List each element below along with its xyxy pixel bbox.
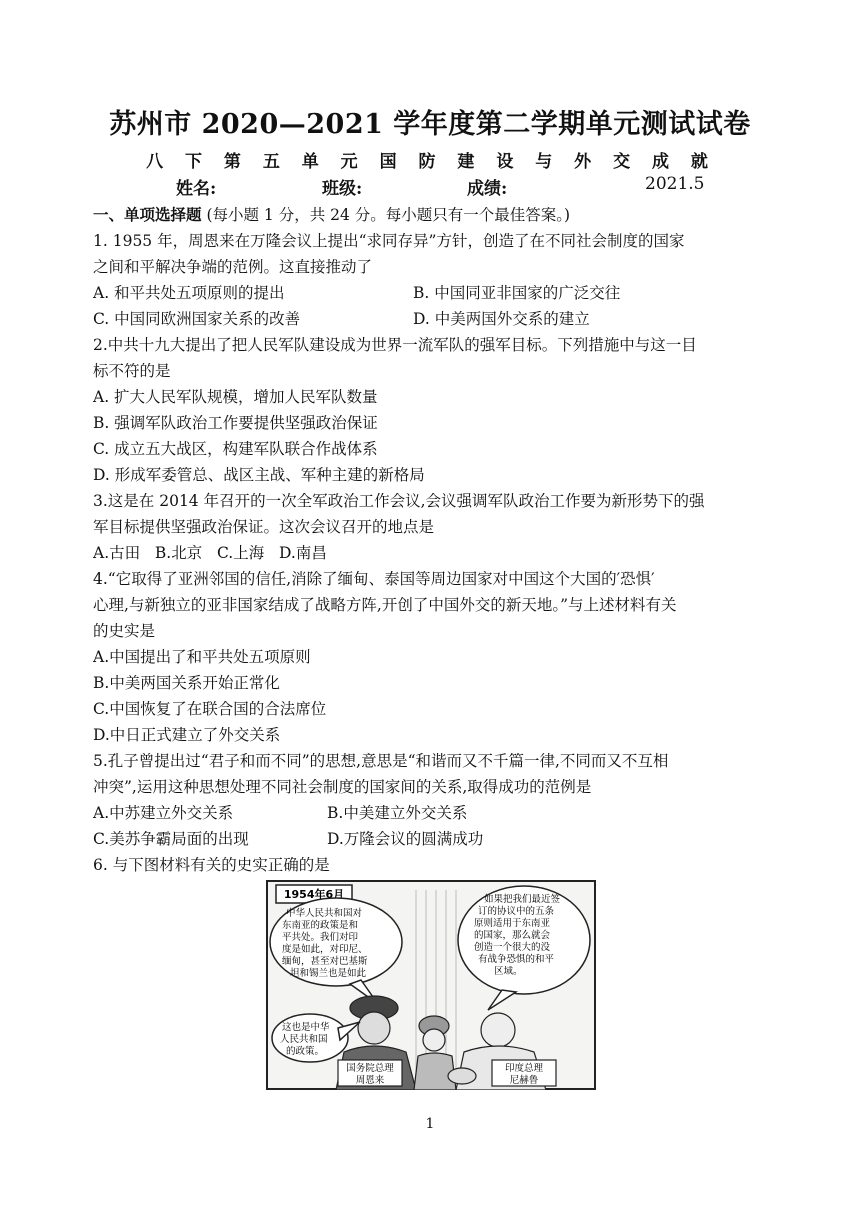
section-heading <box>93 202 773 228</box>
section-instruction: (每小题 1 分，共 24 分。每小题只有一个最佳答案。) <box>201 206 571 224</box>
q2-stem-line1: 2.中共十九大提出了把人民军队建设成为世界一流军队的强军目标。下列措施中与这一目 <box>93 336 697 354</box>
page-title: 苏州市 2020—2021 学年度第二学期单元测试试卷 <box>109 109 751 140</box>
caption-left-line: 周恩来 <box>355 1075 385 1086</box>
q4-stem-line3: 的史实是 <box>93 622 156 640</box>
q5-option-d: D.万隆会议的圆满成功 <box>327 830 484 848</box>
right-bubble-line: 如果把我们最近签 <box>484 894 561 905</box>
q4-option-c: C.中国恢复了在联合国的合法席位 <box>93 700 327 718</box>
q3-options: A.古田 B.北京 C.上海 D.南昌 <box>93 544 327 562</box>
right-bubble-line: 区域。 <box>494 966 523 977</box>
right-bubble-text <box>474 893 561 977</box>
class-label: 班级: <box>322 179 363 199</box>
q5-stem-line2: 冲突”,运用这种思想处理不同社会制度的国家间的关系,取得成功的范例是 <box>93 778 592 796</box>
right-bubble-line: 创造一个很大的没 <box>474 942 551 953</box>
q1-stem-line2: 之间和平解决争端的范例。这直接推动了 <box>93 258 373 276</box>
bottom-bubble-line: 这也是中华 <box>282 1022 330 1033</box>
q1-option-d: D. 中美两国外交系的建立 <box>413 310 590 328</box>
right-bubble-line: 有战争恐惧的和平 <box>478 954 555 965</box>
question-list <box>93 202 773 878</box>
bottom-bubble-line: 的政策。 <box>286 1046 325 1057</box>
q3-stem-line1: 3.这是在 2014 年召开的一次全军政治工作会议,会议强调军队政治工作要为新形势下的强 <box>93 492 705 510</box>
page-number: 1 <box>425 1116 435 1132</box>
q5-option-b: B.中美建立外交关系 <box>327 804 468 822</box>
caption-left-line: 国务院总理 <box>346 1063 394 1074</box>
score-label: 成绩: <box>467 179 508 199</box>
left-bubble-line: 坦和锡兰也是如此 <box>290 968 367 979</box>
left-bubble-line: 平共处。我们对印 <box>282 932 359 943</box>
right-bubble-line: 的国家，那么就会 <box>474 930 551 941</box>
q2-option-d: D. 形成军委管总、战区主战、军种主建的新格局 <box>93 466 425 484</box>
cartoon-figure <box>266 880 596 1090</box>
q1-stem-line1: 1. 1955 年，周恩来在万隆会议上提出“求同存异”方针，创造了在不同社会制度的国家 <box>93 232 685 250</box>
q5-option-c: C.美苏争霸局面的出现 <box>93 830 249 848</box>
bottom-bubble-line: 人民共和国 <box>280 1034 328 1045</box>
q4-option-b: B.中美两国关系开始正常化 <box>93 674 280 692</box>
left-bubble-line: 东南亚的政策是和 <box>282 920 359 931</box>
q4-stem-line1: 4.“它取得了亚洲邻国的信任,消除了缅甸、泰国等周边国家对中国这个大国的′恐惧′ <box>93 570 655 588</box>
q3-stem-line2: 军目标提供坚强政治保证。这次会议召开的地点是 <box>93 518 435 536</box>
q5-options-row1 <box>93 800 773 826</box>
q4-stem-line2: 心理,与新独立的亚非国家结成了战略方阵,开创了中国外交的新天地。”与上述材料有关 <box>93 596 677 614</box>
q6-stem-line1: 6. 与下图材料有关的史实正确的是 <box>93 856 330 874</box>
left-bubble-line: 度是如此，对印尼、 <box>282 944 368 955</box>
q4-option-a: A.中国提出了和平共处五项原则 <box>93 648 311 666</box>
exam-date: 2021.5 <box>645 174 705 194</box>
q2-option-c: C. 成立五大战区，构建军队联合作战体系 <box>93 440 378 458</box>
caption-right-line: 印度总理 <box>504 1063 544 1074</box>
q5-stem-line1: 5.孔子曾提出过“君子和而不同”的思想,意思是“和谐而又不千篇一律,不同而又不互相 <box>93 752 669 770</box>
q2-option-a: A. 扩大人民军队规模，增加人民军队数量 <box>93 388 378 406</box>
q1-options-row1 <box>93 280 773 306</box>
unit-subtitle: 八 下 第 五 单 元 国 防 建 设 与 外 交 成 就 <box>146 152 714 172</box>
q5-options-row2 <box>93 826 773 852</box>
q1-options-row2 <box>93 306 773 332</box>
left-bubble-line: 中华人民共和国对 <box>286 908 363 919</box>
q2-stem-line2: 标不符的是 <box>93 362 171 380</box>
q5-option-a: A.中苏建立外交关系 <box>93 804 234 822</box>
section-title: 一、单项选择题 <box>93 205 202 224</box>
date-tag: 1954年6月 <box>283 888 345 901</box>
name-label: 姓名: <box>176 179 217 199</box>
q1-option-a: A. 和平共处五项原则的提出 <box>93 284 285 302</box>
left-bubble-line: 缅甸，甚至对巴基斯 <box>282 956 368 967</box>
q1-option-c: C. 中国同欧洲国家关系的改善 <box>93 310 301 328</box>
q1-option-b: B. 中国同亚非国家的广泛交往 <box>413 284 621 302</box>
q4-option-d: D.中日正式建立了外交关系 <box>93 726 281 744</box>
caption-right-line: 尼赫鲁 <box>509 1075 539 1086</box>
right-bubble-line: 原则适用于东南亚 <box>474 918 551 929</box>
q2-option-b: B. 强调军队政治工作要提供坚强政治保证 <box>93 414 378 432</box>
right-bubble-line: 订的协议中的五条 <box>478 906 555 917</box>
handshake-illustration <box>448 1068 476 1084</box>
student-info-line <box>0 174 860 198</box>
bottom-bubble-text <box>280 1021 330 1057</box>
